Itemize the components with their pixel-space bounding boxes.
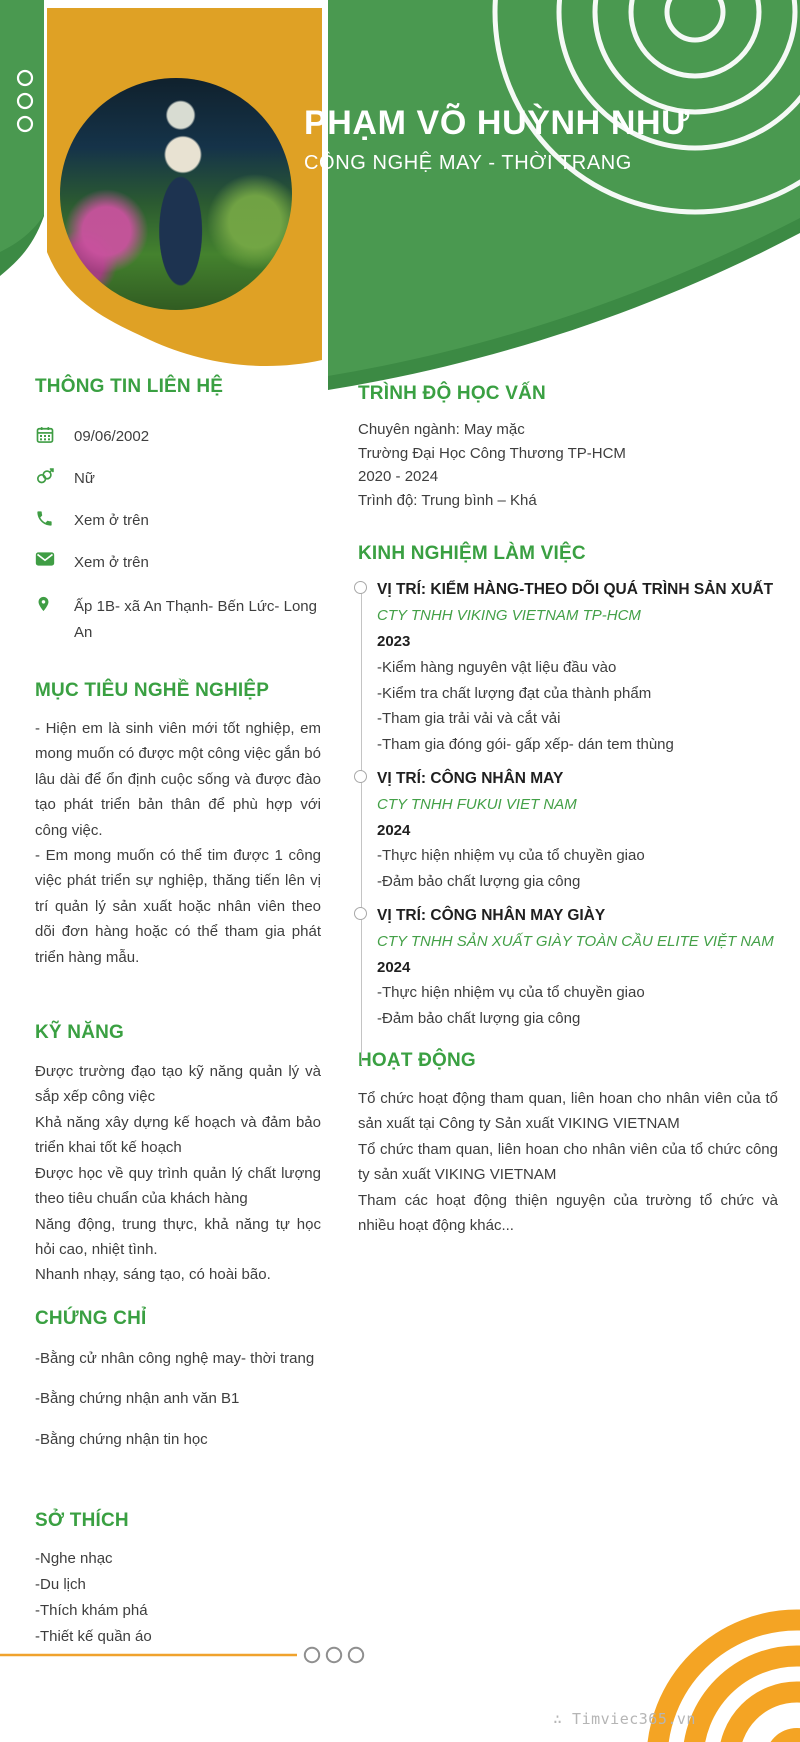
- education-section-title: TRÌNH ĐỘ HỌC VẤN: [358, 383, 546, 404]
- contact-item-birthday: [35, 425, 321, 447]
- contact-list: [35, 425, 321, 646]
- gender-icon: [35, 467, 55, 487]
- objective-section-title: MỤC TIÊU NGHỀ NGHIỆP: [35, 680, 270, 701]
- hobby-item: -Thích khám phá: [35, 1601, 148, 1619]
- education-major: Chuyên ngành: May mặc: [358, 421, 525, 438]
- job-position: VỊ TRÍ: CÔNG NHÂN MAY: [377, 769, 564, 787]
- profile-photo: [60, 78, 292, 310]
- objective-paragraph: - Em mong muốn có thể tim được 1 công việc phát triển sự nghiệp, thăng tiến lên vị trí quản lý sản xuất hoặc nhân viên theo dõi đơn hàng hoặc có thể tham gia phát triển hàng mẫu.: [35, 847, 321, 966]
- skill-item: Được học về quy trình quản lý chất lượng theo tiêu chuẩn của khách hàng: [35, 1164, 321, 1208]
- objective-paragraph: - Hiện em là sinh viên mới tốt nghiệp, em mong muốn có được một công việc gắn bó lâu dài để ổn định cuộc sống và được đào tạo phát triển bản thân để phù hợp với công việc.: [35, 720, 321, 839]
- certificate-item: -Bằng cử nhân công nghệ may- thời trang: [35, 1349, 315, 1367]
- activities-section: [358, 1050, 778, 1238]
- contact-section-title: THÔNG TIN LIÊN HỆ: [35, 376, 224, 397]
- job-entry: [377, 903, 778, 1032]
- timeline-marker-icon: [354, 907, 367, 920]
- header-title-area: [304, 104, 690, 175]
- contact-section: [35, 376, 321, 646]
- gender-value: Nữ: [74, 470, 95, 487]
- job-entry: [377, 766, 778, 895]
- location-icon: [35, 593, 55, 615]
- hobbies-section-title: SỞ THÍCH: [35, 1509, 129, 1531]
- job-position: VỊ TRÍ: KIỂM HÀNG-THEO DÕI QUÁ TRÌNH SẢN XUẤT: [377, 581, 774, 599]
- skill-item: Được trường đạo tạo kỹ năng quản lý và sắp xếp công việc: [35, 1063, 321, 1106]
- activity-item: Tổ chức tham quan, liên hoan cho nhân viên của tổ chức công ty sản xuất VIKING VIETNAM: [358, 1140, 778, 1184]
- experience-section: [358, 543, 778, 1032]
- experience-timeline: [358, 577, 778, 1032]
- job-position: VỊ TRÍ: CÔNG NHÂN MAY GIÀY: [377, 906, 606, 924]
- skill-item: Năng động, trung thực, khả năng tự học hỏi cao, nhiệt tình.: [35, 1215, 321, 1258]
- job-company: CTY TNHH SẢN XUẤT GIÀY TOÀN CẦU ELITE VIỆT NAM: [377, 932, 774, 950]
- site-watermark: ∴ Timviec365.vn: [553, 1710, 696, 1728]
- hobby-item: -Thiết kế quần áo: [35, 1627, 152, 1645]
- certificate-item: -Bằng chứng nhận tin học: [35, 1430, 208, 1448]
- job-duty: -Đảm bảo chất lượng gia công: [377, 873, 581, 891]
- contact-item-address: [35, 593, 321, 646]
- education-grade: Trình độ: Trung bình – Khá: [358, 491, 537, 509]
- skill-item: Khả năng xây dựng kế hoạch và đảm bảo triển khai tốt kế hoạch: [35, 1113, 321, 1157]
- job-company: CTY TNHH VIKING VIETNAM TP-HCM: [377, 607, 641, 625]
- skill-item: Nhanh nhạy, sáng tạo, có hoài bão.: [35, 1266, 271, 1284]
- job-year: 2024: [377, 821, 411, 839]
- hobby-item: -Nghe nhạc: [35, 1549, 113, 1567]
- right-column: [358, 383, 778, 1238]
- education-years: 2020 - 2024: [358, 468, 439, 486]
- objective-section: [35, 680, 321, 970]
- activities-section-title: HOẠT ĐỘNG: [358, 1049, 476, 1071]
- timeline-marker-icon: [354, 770, 367, 783]
- left-green-strip: [0, 0, 44, 252]
- job-company: CTY TNHH FUKUI VIET NAM: [377, 795, 577, 813]
- activity-item: Tổ chức hoạt động tham quan, liên hoan cho nhân viên của tổ sản xuất tại Công ty Sản xuất VIKING VIETNAM: [358, 1089, 778, 1133]
- calendar-icon: [35, 425, 55, 445]
- contact-item-email: [35, 551, 321, 573]
- birthday-value: 09/06/2002: [74, 428, 150, 445]
- timeline-marker-icon: [354, 581, 367, 594]
- job-duty: -Tham gia đóng gói- gấp xếp- dán tem thùng: [377, 736, 674, 754]
- footer-dots-decoration: [305, 1648, 363, 1662]
- contact-item-phone: [35, 509, 321, 531]
- education-school: Trường Đại Học Công Thương TP-HCM: [358, 444, 626, 462]
- job-year: 2023: [377, 632, 411, 650]
- candidate-job-title: CÔNG NGHỆ MAY - THỜI TRANG: [304, 152, 632, 175]
- certificates-section-title: CHỨNG CHỈ: [35, 1307, 147, 1329]
- candidate-name: PHẠM VÕ HUỲNH NHƯ: [304, 104, 690, 142]
- education-section: [358, 383, 778, 512]
- job-duty: -Kiểm hàng nguyên vật liệu đầu vào: [377, 658, 617, 676]
- job-duty: -Tham gia trải vải và cắt vải: [377, 710, 561, 728]
- envelope-icon: [35, 551, 55, 567]
- job-duty: -Đảm bảo chất lượng gia công: [377, 1010, 581, 1028]
- phone-icon: [35, 509, 55, 528]
- certificates-section: [35, 1308, 321, 1452]
- address-value: Ấp 1B- xã An Thạnh- Bến Lức- Long An: [74, 598, 317, 641]
- left-column: [35, 376, 321, 1650]
- skills-section-title: KỸ NĂNG: [35, 1022, 125, 1044]
- certificate-item: -Bằng chứng nhận anh văn B1: [35, 1390, 240, 1408]
- phone-value: Xem ở trên: [74, 512, 149, 529]
- job-duty: -Thực hiện nhiệm vụ của tổ chuyền giao: [377, 984, 645, 1002]
- contact-item-gender: [35, 467, 321, 489]
- job-year: 2024: [377, 958, 411, 976]
- job-duty: -Thực hiện nhiệm vụ của tổ chuyền giao: [377, 847, 645, 865]
- job-duty: -Kiểm tra chất lượng đạt của thành phẩm: [377, 684, 652, 702]
- experience-section-title: KINH NGHIỆM LÀM VIỆC: [358, 543, 586, 565]
- skills-section: [35, 1022, 321, 1288]
- hobby-item: -Du lịch: [35, 1575, 86, 1593]
- email-value: Xem ở trên: [74, 554, 149, 571]
- activity-item: Tham các hoạt động thiện nguyện của trường tổ chức và nhiều hoạt động khác...: [358, 1191, 778, 1234]
- job-entry: [377, 577, 778, 758]
